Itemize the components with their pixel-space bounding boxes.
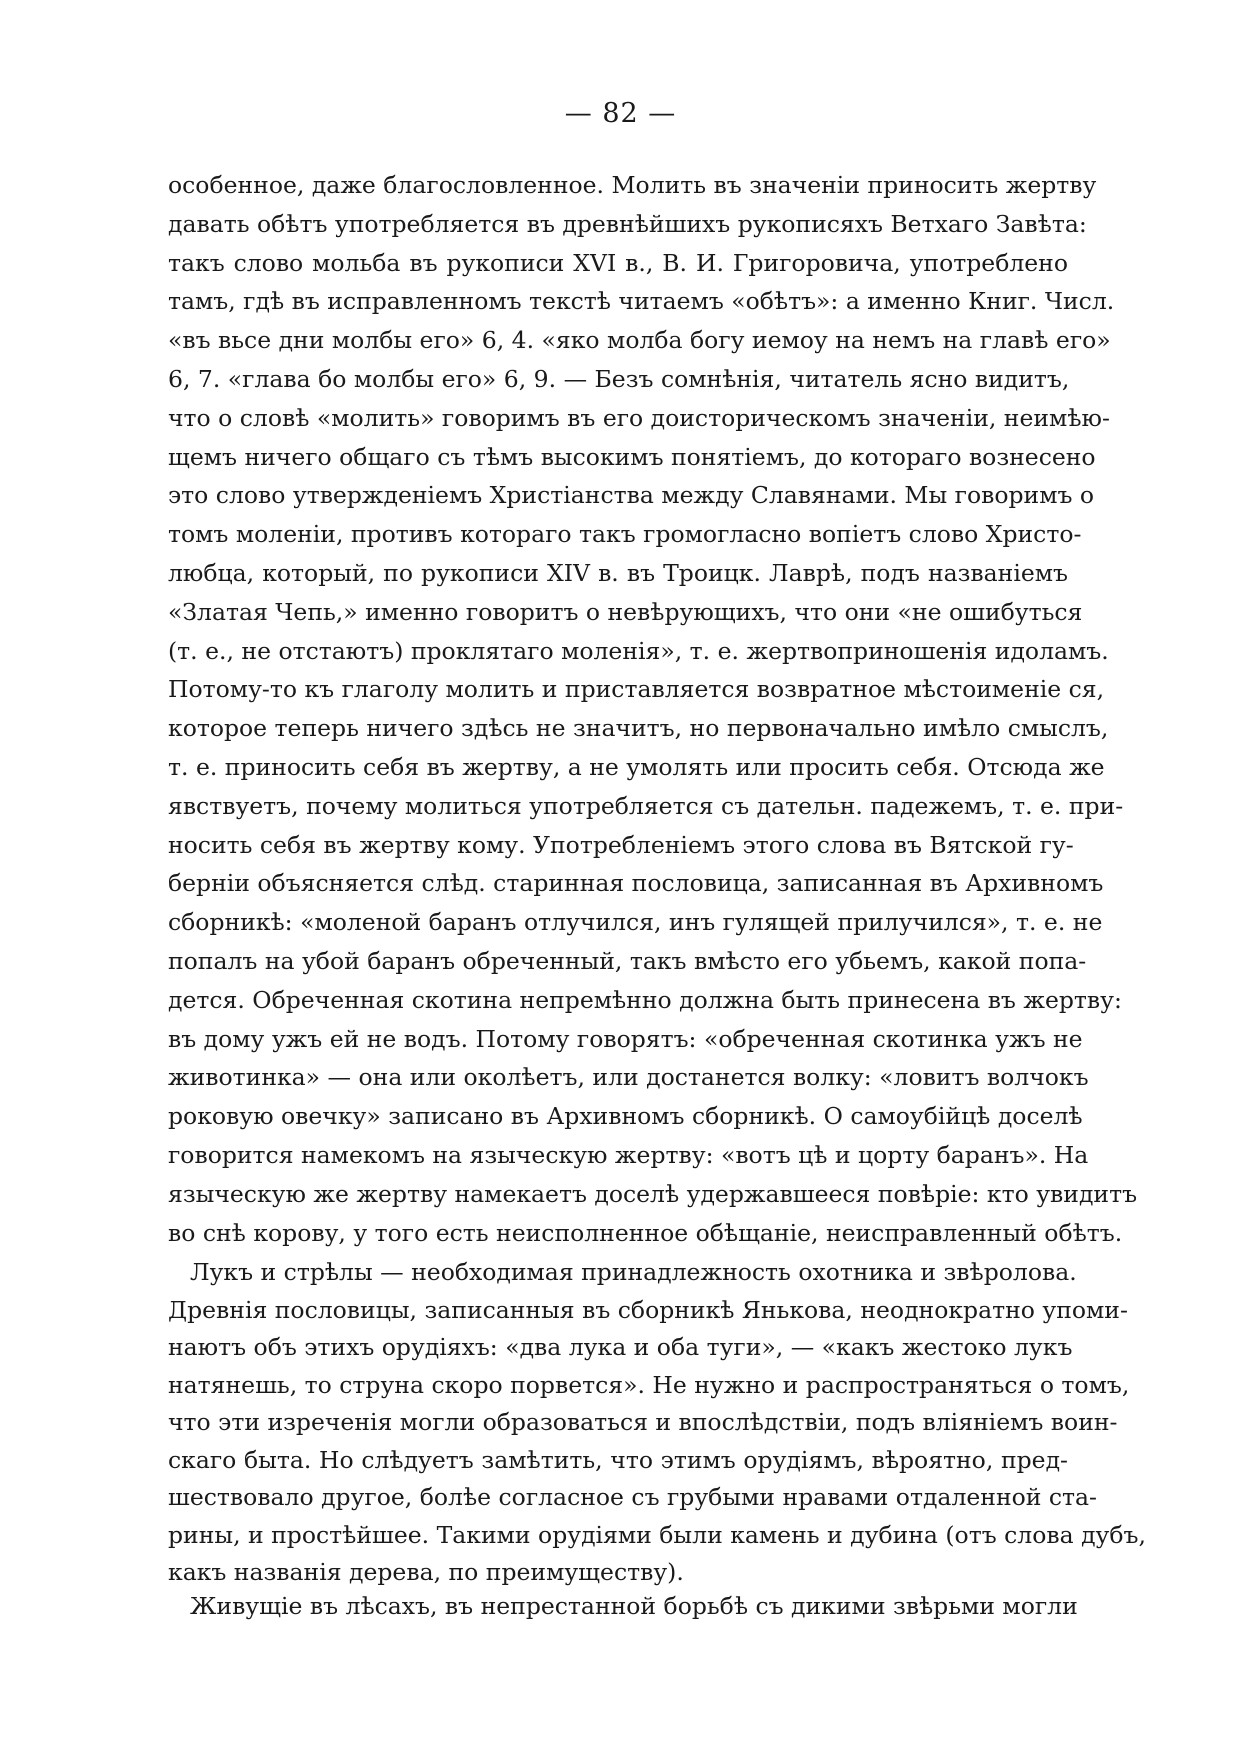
- text-line: носить себя въ жертву кому. Употребленiемъ этого слова въ Вятской гу-: [168, 830, 1074, 859]
- text-line: въ дому ужъ ей не водъ. Потому говорятъ: «обреченная скотинка ужъ не: [168, 1024, 1083, 1053]
- text-line: Древнiя пословицы, записанныя въ сборникѣ Янькова, неоднократно упоми-: [168, 1295, 1128, 1324]
- text-line: особенное, даже благословленное. Молить въ значенiи приносить жертву: [168, 171, 1097, 199]
- text-line: т. е. приносить себя въ жертву, а не умолять или просить себя. Отсюда же: [168, 752, 1105, 781]
- text-line: (т. е., не отстаютъ) проклятаго моленiя», т. е. жертвоприношенiя идоламъ.: [168, 636, 1109, 665]
- text-line: такъ слово мольба въ рукописи XVI в., В. И. Григоровича, употреблено: [168, 248, 1068, 277]
- text-line: языческую же жертву намекаетъ доселѣ удержавшееся повѣрiе: кто увидитъ: [168, 1179, 1138, 1208]
- text-line: явствуетъ, почему молиться употребляется съ дательн. падежемъ, т. е. при-: [168, 791, 1124, 820]
- text-line: роковую овечку» записано въ Архивномъ сборникѣ. О самоубiйцѣ доселѣ: [168, 1102, 1083, 1131]
- text-line: любца, который, по рукописи XIV в. въ Троицк. Лаврѣ, подъ названiемъ: [168, 558, 1068, 587]
- text-line: 6, 7. «глава бо молбы его» 6, 9. — Безъ сомнѣнiя, читатель ясно видитъ,: [168, 364, 1070, 393]
- text-line: скаго быта. Но слѣдуетъ замѣтить, что этимъ орудiямъ, вѣроятно, пред-: [168, 1445, 1068, 1474]
- text-line: дется. Обреченная скотина непремѣнно должна быть принесена въ жертву:: [168, 985, 1122, 1014]
- text-line: Потому-то къ глаголу молить и приставляется возвратное мѣстоименiе ся,: [168, 675, 1105, 704]
- text-line: «Златая Чепь,» именно говоритъ о невѣрующихъ, что они «не ошибуться: [168, 597, 1083, 626]
- page-number: — 82 —: [564, 98, 677, 129]
- text-line: наютъ объ этихъ орудiяхъ: «два лука и оба туги», — «какъ жестоко лукъ: [168, 1333, 1073, 1361]
- text-line: Живущiе въ лѣсахъ, въ непрестанной борьбѣ съ дикими звѣрьми могли: [190, 1592, 1078, 1620]
- text-line: томъ моленiи, противъ котораго такъ громогласно вопiетъ слово Христо-: [168, 520, 1082, 549]
- text-line: натянешь, то струна скоро порвется». Не нужно и распространяться о томъ,: [168, 1370, 1130, 1399]
- text-line: «въ вьсе дни молбы его» 6, 4. «яко молба богу иемоу на немъ на главѣ его»: [168, 326, 1111, 355]
- text-line: Лукъ и стрѣлы — необходимая принадлежность охотника и звѣролова.: [190, 1258, 1077, 1286]
- text-line: какъ названiя дерева, по преимуществу).: [168, 1558, 684, 1586]
- text-line: щемъ ничего общаго съ тѣмъ высокимъ понятiемъ, до котораго вознесено: [168, 442, 1096, 471]
- text-line: во снѣ корову, у того есть неисполненное обѣщанiе, неисправленный обѣтъ.: [168, 1218, 1123, 1247]
- text-line: это слово утвержденiемъ Христiанства между Славянами. Мы говоримъ о: [168, 481, 1095, 510]
- text-line: давать обѣтъ употребляется въ древнѣйшихъ рукописяхъ Ветхаго Завѣта:: [168, 209, 1087, 238]
- text-line: попалъ на убой баранъ обреченный, такъ вмѣсто его убьемъ, какой попа-: [168, 946, 1087, 975]
- paragraph-1: [168, 166, 1138, 1252]
- text-line: что о словѣ «молить» говоримъ въ его доисторическомъ значенiи, неимѣю-: [168, 403, 1110, 432]
- text-line: рины, и простѣйшее. Такими орудiями были камень и дубина (отъ слова дубъ,: [168, 1520, 1146, 1549]
- text-line: бернiи объясняется слѣд. старинная пословица, записанная въ Архивномъ: [168, 869, 1104, 898]
- paragraph-3: [168, 1588, 1078, 1626]
- text-line: говорится намекомъ на языческую жертву: «вотъ цѣ и цорту баранъ». На: [168, 1140, 1089, 1169]
- text-line: сборникѣ: «моленой баранъ отлучился, инъ гулящей прилучился», т. е. не: [168, 908, 1103, 937]
- paragraph-2: [168, 1254, 1146, 1592]
- text-line: тамъ, гдѣ въ исправленномъ текстѣ читаемъ «обѣтъ»: а именно Книг. Числ.: [168, 287, 1115, 316]
- text-line: шествовало другое, болѣе согласное съ грубыми нравами отдаленной ста-: [168, 1483, 1097, 1511]
- text-line: что эти изреченiя могли образоваться и впослѣдствiи, подъ влiянiемъ воин-: [168, 1408, 1118, 1436]
- text-line: животинка» — она или околѣетъ, или достанется волку: «ловитъ волчокъ: [168, 1063, 1089, 1092]
- text-line: которое теперь ничего здѣсь не значитъ, но первоначально имѣло смыслъ,: [168, 714, 1109, 743]
